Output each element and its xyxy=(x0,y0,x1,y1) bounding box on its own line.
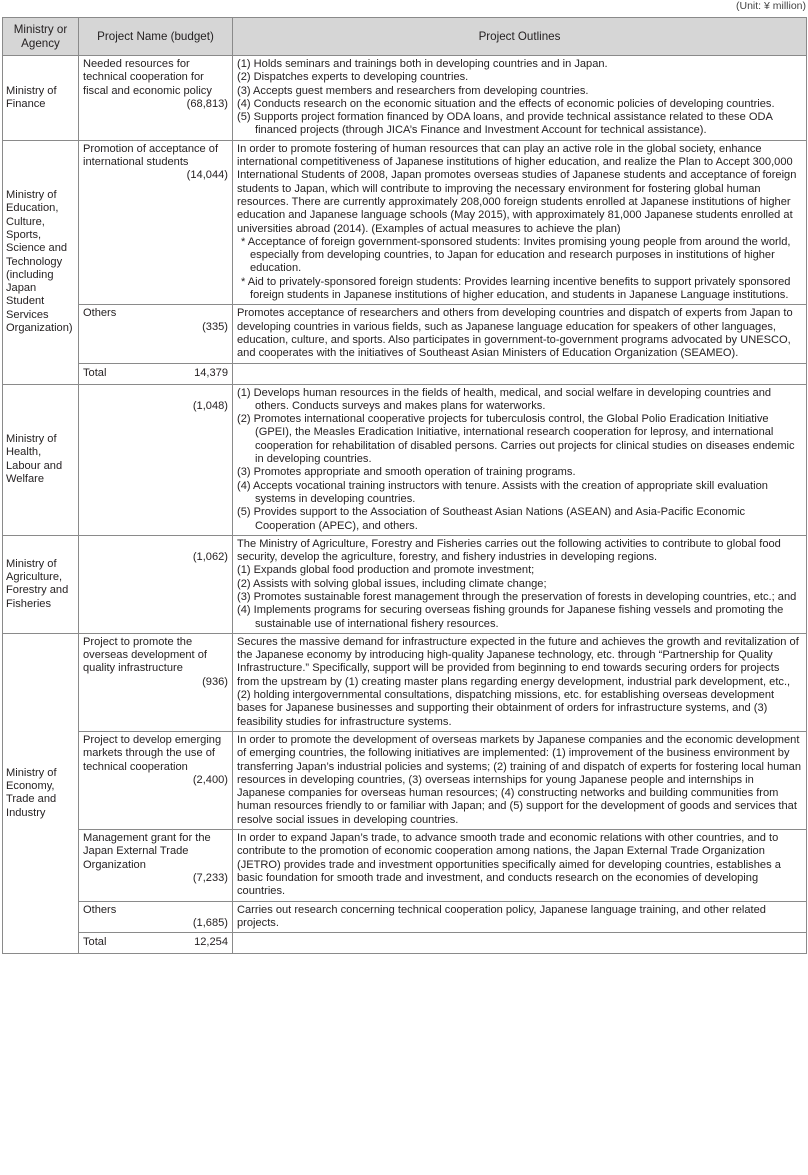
outline-cell: In order to expand Japan’s trade, to advance smooth trade and economic relations with other countries, and to contribute to the promotion of economic cooperation among nations, the Japan External Trade Organization (JETRO) provides trade and investment opportunities specifically aimed for developing countries, establishes a basic foundation for smooth trade and investment, and conducts research on the economies of developing countries. xyxy=(233,830,807,901)
total-row xyxy=(3,363,807,384)
project-cell xyxy=(79,633,233,731)
list-item: * Aid to privately-sponsored foreign students: Provides learning incentive benefits to support privately sponsored foreign students in Japanese institutions of higher education, and students in Japanese Language institutions. xyxy=(241,275,791,302)
project-name: Management grant for the Japan External Trade Organization xyxy=(83,832,211,871)
project-name: Needed resources for technical cooperation for fiscal and economic policy xyxy=(83,58,212,97)
outline-cell xyxy=(233,535,807,633)
project-budget: (14,044) xyxy=(186,169,228,182)
project-budget: (7,233) xyxy=(192,871,228,884)
outline-cell xyxy=(233,56,807,141)
header-agency: Ministry or Agency xyxy=(3,18,79,56)
list-item: (3) Accepts guest members and researchers from developing countries. xyxy=(237,84,589,97)
table-row xyxy=(3,731,807,829)
agency-cell-meti: Ministry of Economy, Trade and Industry xyxy=(3,633,79,953)
list-item: (4) Implements programs for securing overseas fishing grounds for Japanese fishing vessels and promoting the sustainable use of international fishery resources. xyxy=(237,604,784,630)
project-cell xyxy=(79,140,233,305)
project-cell xyxy=(79,384,233,535)
header-row xyxy=(3,18,807,56)
project-name: Project to develop emerging markets through the use of technical cooperation xyxy=(83,733,222,773)
list-item: (5) Provides support to the Association of Southeast Asian Nations (ASEAN) and Asia-Pacific Economic Cooperation (APEC), and others. xyxy=(237,506,746,532)
project-budget: (1,062) xyxy=(192,550,228,563)
list-item: (1) Holds seminars and trainings both in developing countries and in Japan. xyxy=(237,58,608,70)
project-cell xyxy=(79,901,233,933)
outline-cell: Carries out research concerning technical cooperation policy, Japanese language training, and other related projects. xyxy=(233,901,807,933)
project-budget: (335) xyxy=(202,320,228,333)
outline-text: In order to promote fostering of human resources that can play an active role in the global society, enhance international competitiveness of Japanese institutions of higher education, and realize the Plan to Accept 300,000 International Students of 2008, Japan promotes overseas studies of Japanese students and acceptance of foreign students to Japan, which will contribute to improving the necessary environment for fostering global human resources. There are currently approximately 208,000 foreign students enrolled at Japanese institutions of higher education and Japanese language schools (May 2015), with approximately 81,000 Japanese students enrolled at universities abroad (2014). (Examples of actual measures to achieve the plan) xyxy=(237,142,797,235)
outline-cell-empty xyxy=(233,933,807,954)
list-item: (3) Promotes sustainable forest management through the preservation of forests in developing countries, etc.; and xyxy=(237,590,797,603)
project-name: Others xyxy=(83,903,117,916)
list-item: (4) Conducts research on the economic situation and the effects of economic policies of developing countries. xyxy=(237,97,775,110)
table-row xyxy=(3,535,807,633)
list-item: (4) Accepts vocational training instructors with tenure. Assists with the creation of appropriate skill evaluation systems in developing countries. xyxy=(237,479,768,505)
outline-cell: Promotes acceptance of researchers and others from developing countries and dispatch of experts from Japan to developing countries in various fields, such as Japanese language education for speakers of other languages, education, culture, and sports. Also participates in government-to-government programs advocated by UNESCO, and cooperates with the initiatives of Southeast Asian Ministers of Education Organization (SEAMEO). xyxy=(233,305,807,363)
header-outline: Project Outlines xyxy=(233,18,807,56)
list-item: (2) Dispatches experts to developing countries. xyxy=(237,71,469,84)
agency-cell-mhlw: Ministry of Health, Labour and Welfare xyxy=(3,384,79,535)
project-cell xyxy=(79,731,233,829)
project-budget: (68,813) xyxy=(186,97,228,110)
table-row xyxy=(3,140,807,305)
total-row xyxy=(3,933,807,954)
list-item: (2) Promotes international cooperative projects for tuberculosis control, the Global Polio Eradication Initiative (GPEI), the Measles Eradication Initiative, international research cooperation for leprosy, and international cooperation for rehabilitation of disabled persons. Carries out projects for clinical studies on diseases endemic in developing countries. xyxy=(237,413,795,466)
project-budget: (936) xyxy=(202,675,228,688)
list-item: (5) Supports project formation financed by ODA loans, and provide technical assistance related to these ODA financed projects (through JICA’s Finance and Investment Account for technical assistance). xyxy=(237,111,773,137)
table-row xyxy=(3,305,807,363)
project-cell xyxy=(79,56,233,141)
project-budget: (1,685) xyxy=(192,916,228,929)
table-row xyxy=(3,384,807,535)
project-budget: (1,048) xyxy=(192,399,228,412)
oda-projects-table xyxy=(2,17,807,954)
total-label: Total xyxy=(83,936,107,949)
project-name: Others xyxy=(83,307,117,320)
list-item: (3) Promotes appropriate and smooth operation of training programs. xyxy=(237,466,576,479)
list-item: (1) Develops human resources in the fields of health, medical, and social welfare in developing countries and others. Conducts surveys and makes plans for waterworks. xyxy=(237,386,772,412)
total-value: 12,254 xyxy=(194,936,228,949)
project-cell xyxy=(79,305,233,363)
outline-cell: Secures the massive demand for infrastructure expected in the future and achieves the growth and revitalization of the Japanese economy by introducing high-quality Japanese technology, etc. through “Partnership for Quality Infrastructure.” Specifically, support will be provided from beginning to end towards securing orders for projects from the upstream by (1) creating master plans regarding energy development, industrial park development, etc., (2) holding intergovernmental consultations, dispatching missions, etc. for establishing overseas development bases for Japanese businesses and supporting their obtainment of orders for infrastructure systems, and (3) feasibility studies for infrastructure systems. xyxy=(233,633,807,731)
agency-cell-maff: Ministry of Agriculture, Forestry and Fisheries xyxy=(3,535,79,633)
project-name: Promotion of acceptance of international students xyxy=(83,142,219,169)
list-item: (2) Assists with solving global issues, including climate change; xyxy=(237,577,547,590)
project-budget: (2,400) xyxy=(192,773,228,786)
agency-cell-mext: Ministry of Education, Culture, Sports, Science and Technology (including Japan Student Services Organization) xyxy=(3,140,79,384)
project-name: Project to promote the overseas development of quality infrastructure xyxy=(83,635,207,675)
header-project: Project Name (budget) xyxy=(79,18,233,56)
outline-cell: In order to promote the development of overseas markets by Japanese companies and the economic development of emerging countries, the following initiatives are implemented: (1) improvement of the business environment by transferring Japan’s industrial policies and systems; (2) training of and dispatch of experts for fostering local human resources in developing countries, (3) overseas internships for young Japanese people and internships in Japanese companies for overseas human resources; (4) constructing networks and building communities from human resources friendly to or familiar with Japan; and (5) support for the development of goods and services that resolve social issues in developing countries. xyxy=(233,731,807,829)
table-row xyxy=(3,633,807,731)
total-label: Total xyxy=(83,366,107,379)
list-item: (1) Expands global food production and promote investment; xyxy=(237,564,535,577)
outline-cell xyxy=(233,384,807,535)
total-value: 14,379 xyxy=(194,366,228,379)
outline-text: The Ministry of Agriculture, Forestry and Fisheries carries out the following activities to contribute to global food security, develop the agriculture, forestry, and fishery industries in developing regions. xyxy=(237,537,781,564)
outline-cell-empty xyxy=(233,363,807,384)
table-row xyxy=(3,901,807,933)
agency-cell-finance: Ministry of Finance xyxy=(3,56,79,141)
table-row xyxy=(3,830,807,901)
unit-note: (Unit: ¥ million) xyxy=(735,0,806,12)
table-row xyxy=(3,56,807,141)
total-cell xyxy=(79,363,233,384)
outline-cell xyxy=(233,140,807,305)
project-cell xyxy=(79,830,233,901)
total-cell xyxy=(79,933,233,954)
project-cell xyxy=(79,535,233,633)
list-item: * Acceptance of foreign government-sponsored students: Invites promising young people from around the world, especially from developing countries, to Japan for education and research purposes in institutions of higher education. xyxy=(241,235,791,275)
